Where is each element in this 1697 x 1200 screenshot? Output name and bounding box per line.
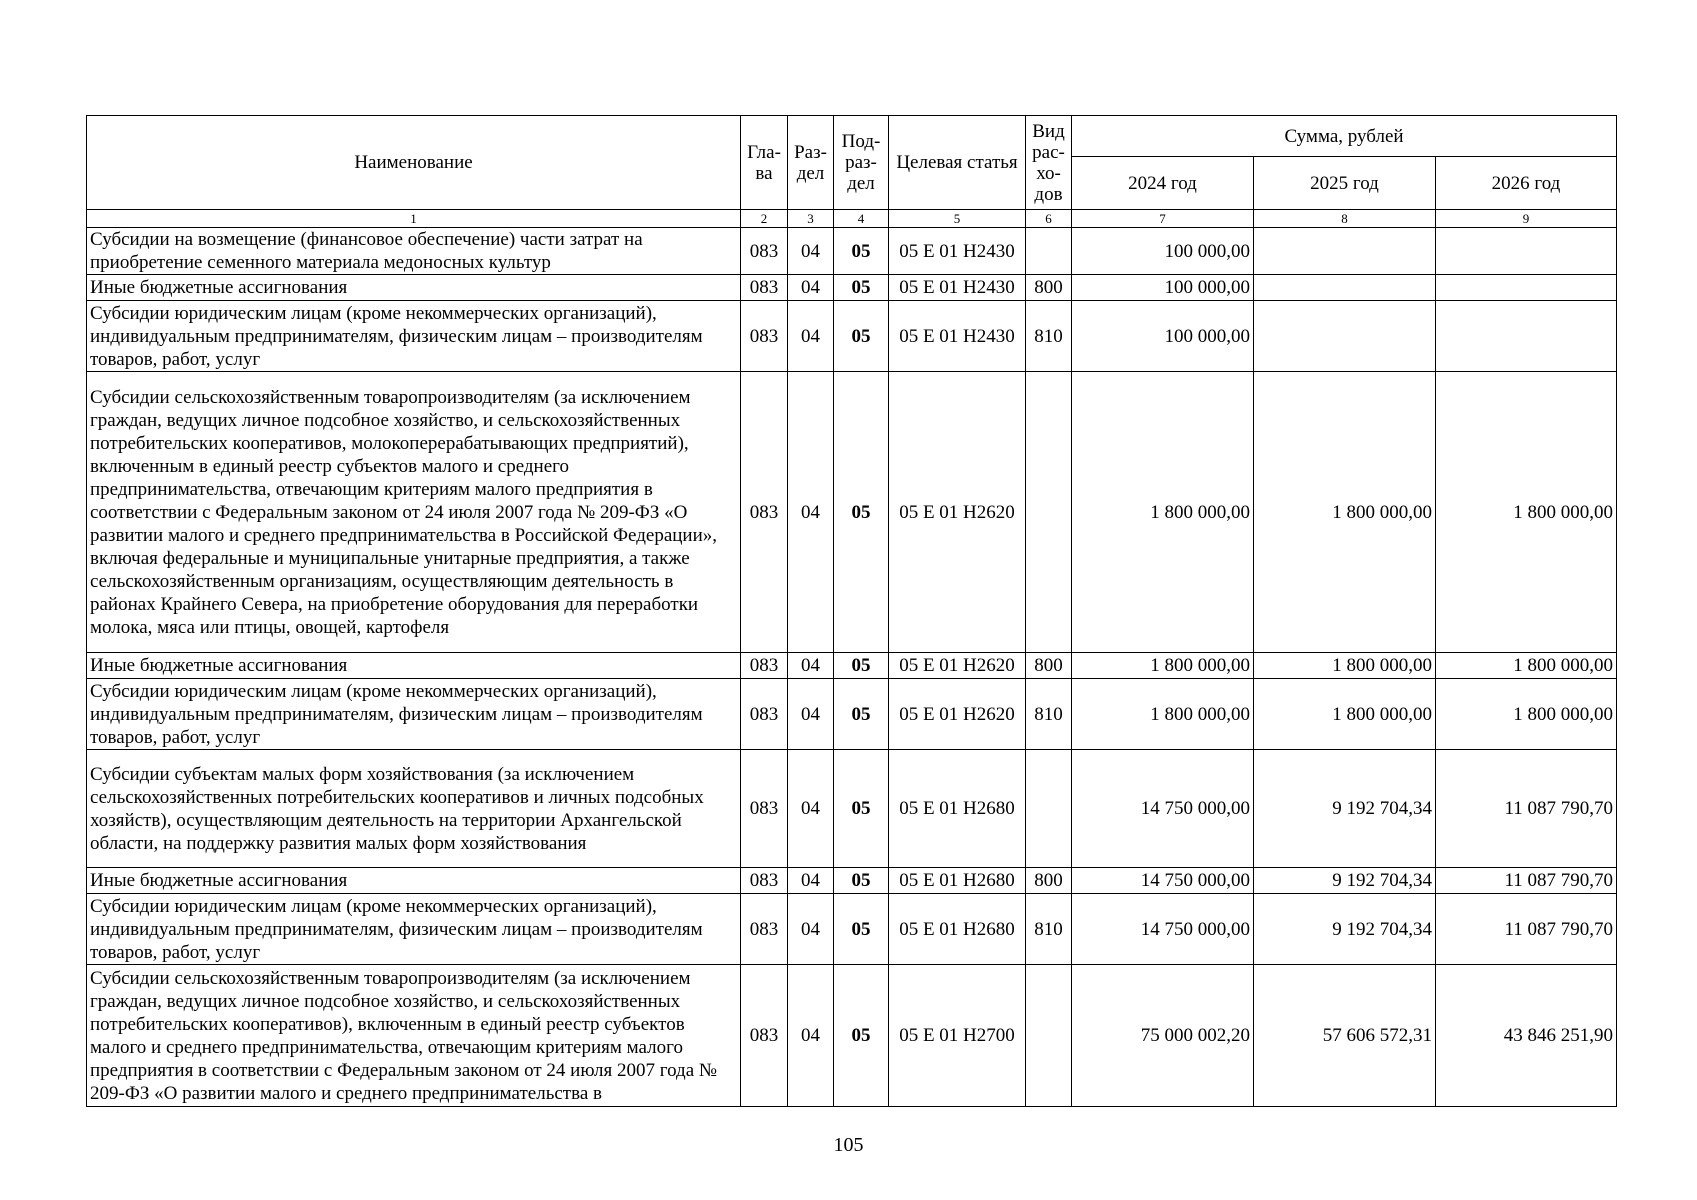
row-target: 05 Е 01 Н2430 bbox=[889, 275, 1026, 301]
row-name: Иные бюджетные ассигнования bbox=[87, 868, 741, 894]
row-razdel: 04 bbox=[788, 228, 834, 275]
row-2025 bbox=[1254, 228, 1436, 275]
row-glava: 083 bbox=[741, 653, 788, 679]
header-razdel: Раз-дел bbox=[788, 116, 834, 210]
row-vid bbox=[1026, 372, 1072, 653]
table-row bbox=[87, 275, 1617, 301]
col-number: 7 bbox=[1072, 210, 1254, 228]
row-target: 05 Е 01 Н2620 bbox=[889, 372, 1026, 653]
row-2024: 14 750 000,00 bbox=[1072, 894, 1254, 965]
row-vid: 810 bbox=[1026, 301, 1072, 372]
row-podrazdel: 05 bbox=[834, 894, 889, 965]
row-2024: 100 000,00 bbox=[1072, 275, 1254, 301]
table-row bbox=[87, 868, 1617, 894]
row-2025: 9 192 704,34 bbox=[1254, 868, 1436, 894]
row-2024: 100 000,00 bbox=[1072, 301, 1254, 372]
row-glava: 083 bbox=[741, 750, 788, 868]
row-vid: 810 bbox=[1026, 679, 1072, 750]
row-2026 bbox=[1436, 228, 1617, 275]
row-name: Иные бюджетные ассигнования bbox=[87, 275, 741, 301]
row-target: 05 Е 01 Н2700 bbox=[889, 965, 1026, 1107]
row-name: Субсидии сельскохозяйственным товаропроизводителям (за исключением граждан, ведущих личное подсобное хозяйство, и сельскохозяйственных потребительских кооперативов), включенным в единый реестр субъектов малого и среднего предпринимательства, отвечающим критериям малого предприятия в соответствии с Федеральным законом от 24 июля 2007 года № 209-ФЗ «О развитии малого и среднего предпринимательства в bbox=[87, 965, 741, 1107]
col-number: 4 bbox=[834, 210, 889, 228]
row-target: 05 Е 01 Н2620 bbox=[889, 679, 1026, 750]
row-2026 bbox=[1436, 301, 1617, 372]
header-2024: 2024 год bbox=[1072, 157, 1254, 210]
row-name: Субсидии на возмещение (финансовое обеспечение) части затрат на приобретение семенного материала медоносных культур bbox=[87, 228, 741, 275]
row-2025: 1 800 000,00 bbox=[1254, 679, 1436, 750]
col-number: 6 bbox=[1026, 210, 1072, 228]
row-glava: 083 bbox=[741, 372, 788, 653]
row-2024: 1 800 000,00 bbox=[1072, 679, 1254, 750]
row-2024: 1 800 000,00 bbox=[1072, 372, 1254, 653]
row-2025: 57 606 572,31 bbox=[1254, 965, 1436, 1107]
row-name: Иные бюджетные ассигнования bbox=[87, 653, 741, 679]
row-2025: 9 192 704,34 bbox=[1254, 750, 1436, 868]
table-row bbox=[87, 653, 1617, 679]
row-vid: 810 bbox=[1026, 894, 1072, 965]
row-target: 05 Е 01 Н2680 bbox=[889, 750, 1026, 868]
row-2025 bbox=[1254, 301, 1436, 372]
row-2026: 1 800 000,00 bbox=[1436, 679, 1617, 750]
row-razdel: 04 bbox=[788, 275, 834, 301]
row-razdel: 04 bbox=[788, 372, 834, 653]
row-name: Субсидии юридическим лицам (кроме некоммерческих организаций), индивидуальным предпринимателям, физическим лицам – производителям товаров, работ, услуг bbox=[87, 301, 741, 372]
col-number: 1 bbox=[87, 210, 741, 228]
row-glava: 083 bbox=[741, 301, 788, 372]
row-target: 05 Е 01 Н2680 bbox=[889, 868, 1026, 894]
row-podrazdel: 05 bbox=[834, 653, 889, 679]
row-podrazdel: 05 bbox=[834, 868, 889, 894]
column-numbers-row bbox=[87, 210, 1617, 228]
col-number: 8 bbox=[1254, 210, 1436, 228]
header-target: Целевая статья bbox=[889, 116, 1026, 210]
row-2024: 14 750 000,00 bbox=[1072, 868, 1254, 894]
row-2025: 1 800 000,00 bbox=[1254, 372, 1436, 653]
row-2025: 1 800 000,00 bbox=[1254, 653, 1436, 679]
table-row bbox=[87, 679, 1617, 750]
row-podrazdel: 05 bbox=[834, 372, 889, 653]
row-2024: 14 750 000,00 bbox=[1072, 750, 1254, 868]
header-sum: Сумма, рублей bbox=[1072, 116, 1617, 157]
row-vid: 800 bbox=[1026, 653, 1072, 679]
table-row bbox=[87, 301, 1617, 372]
row-podrazdel: 05 bbox=[834, 679, 889, 750]
row-target: 05 Е 01 Н2430 bbox=[889, 228, 1026, 275]
row-name: Субсидии субъектам малых форм хозяйствования (за исключением сельскохозяйственных потребительских кооперативов и личных подсобных хозяйств), осуществляющим деятельность на территории Архангельской области, на поддержку развития малых форм хозяйствования bbox=[87, 750, 741, 868]
row-razdel: 04 bbox=[788, 894, 834, 965]
header-glava: Гла-ва bbox=[741, 116, 788, 210]
row-razdel: 04 bbox=[788, 301, 834, 372]
row-2025 bbox=[1254, 275, 1436, 301]
table-header bbox=[87, 116, 1617, 228]
budget-table-sheet bbox=[86, 115, 1616, 1107]
row-2025: 9 192 704,34 bbox=[1254, 894, 1436, 965]
row-2026: 11 087 790,70 bbox=[1436, 894, 1617, 965]
row-vid: 800 bbox=[1026, 275, 1072, 301]
row-2026 bbox=[1436, 275, 1617, 301]
row-razdel: 04 bbox=[788, 750, 834, 868]
header-2026: 2026 год bbox=[1436, 157, 1617, 210]
row-2026: 1 800 000,00 bbox=[1436, 653, 1617, 679]
row-podrazdel: 05 bbox=[834, 965, 889, 1107]
table-row bbox=[87, 228, 1617, 275]
row-2026: 11 087 790,70 bbox=[1436, 868, 1617, 894]
row-razdel: 04 bbox=[788, 679, 834, 750]
col-number: 3 bbox=[788, 210, 834, 228]
row-razdel: 04 bbox=[788, 653, 834, 679]
budget-table bbox=[86, 115, 1617, 1107]
row-2026: 1 800 000,00 bbox=[1436, 372, 1617, 653]
row-target: 05 Е 01 Н2430 bbox=[889, 301, 1026, 372]
row-glava: 083 bbox=[741, 868, 788, 894]
row-vid: 800 bbox=[1026, 868, 1072, 894]
row-glava: 083 bbox=[741, 228, 788, 275]
row-2024: 75 000 002,20 bbox=[1072, 965, 1254, 1107]
table-row bbox=[87, 894, 1617, 965]
row-razdel: 04 bbox=[788, 965, 834, 1107]
col-number: 9 bbox=[1436, 210, 1617, 228]
row-podrazdel: 05 bbox=[834, 228, 889, 275]
table-row bbox=[87, 372, 1617, 653]
row-name: Субсидии юридическим лицам (кроме некоммерческих организаций), индивидуальным предпринимателям, физическим лицам – производителям товаров, работ, услуг bbox=[87, 894, 741, 965]
row-podrazdel: 05 bbox=[834, 275, 889, 301]
row-glava: 083 bbox=[741, 679, 788, 750]
row-2026: 11 087 790,70 bbox=[1436, 750, 1617, 868]
row-name: Субсидии сельскохозяйственным товаропроизводителям (за исключением граждан, ведущих личное подсобное хозяйство, и сельскохозяйственных потребительских кооперативов, молокоперерабатывающих предприятий), включенным в единый реестр субъектов малого и среднего предпринимательства, отвечающим критериям малого предприятия в соответствии с Федеральным законом от 24 июля 2007 года № 209-ФЗ «О развитии малого и среднего предпринимательства в Российской Федерации», включая федеральные и муниципальные унитарные предприятия, а также сельскохозяйственным организациям, осуществляющим деятельность в районах Крайнего Севера, на приобретение оборудования для переработки молока, мяса или птицы, овощей, картофеля bbox=[87, 372, 741, 653]
header-vid: Вид рас-хо-дов bbox=[1026, 116, 1072, 210]
row-target: 05 Е 01 Н2680 bbox=[889, 894, 1026, 965]
row-vid bbox=[1026, 965, 1072, 1107]
row-podrazdel: 05 bbox=[834, 301, 889, 372]
row-2024: 100 000,00 bbox=[1072, 228, 1254, 275]
row-name: Субсидии юридическим лицам (кроме некоммерческих организаций), индивидуальным предпринимателям, физическим лицам – производителям товаров, работ, услуг bbox=[87, 679, 741, 750]
col-number: 2 bbox=[741, 210, 788, 228]
row-podrazdel: 05 bbox=[834, 750, 889, 868]
row-target: 05 Е 01 Н2620 bbox=[889, 653, 1026, 679]
header-podrazdel: Под-раз-дел bbox=[834, 116, 889, 210]
row-razdel: 04 bbox=[788, 868, 834, 894]
header-name: Наименование bbox=[87, 116, 741, 210]
table-row bbox=[87, 750, 1617, 868]
row-2026: 43 846 251,90 bbox=[1436, 965, 1617, 1107]
row-vid bbox=[1026, 750, 1072, 868]
page-number: 105 bbox=[833, 1134, 864, 1156]
col-number: 5 bbox=[889, 210, 1026, 228]
row-2024: 1 800 000,00 bbox=[1072, 653, 1254, 679]
header-2025: 2025 год bbox=[1254, 157, 1436, 210]
row-glava: 083 bbox=[741, 894, 788, 965]
row-glava: 083 bbox=[741, 965, 788, 1107]
row-vid bbox=[1026, 228, 1072, 275]
table-row bbox=[87, 965, 1617, 1107]
row-glava: 083 bbox=[741, 275, 788, 301]
